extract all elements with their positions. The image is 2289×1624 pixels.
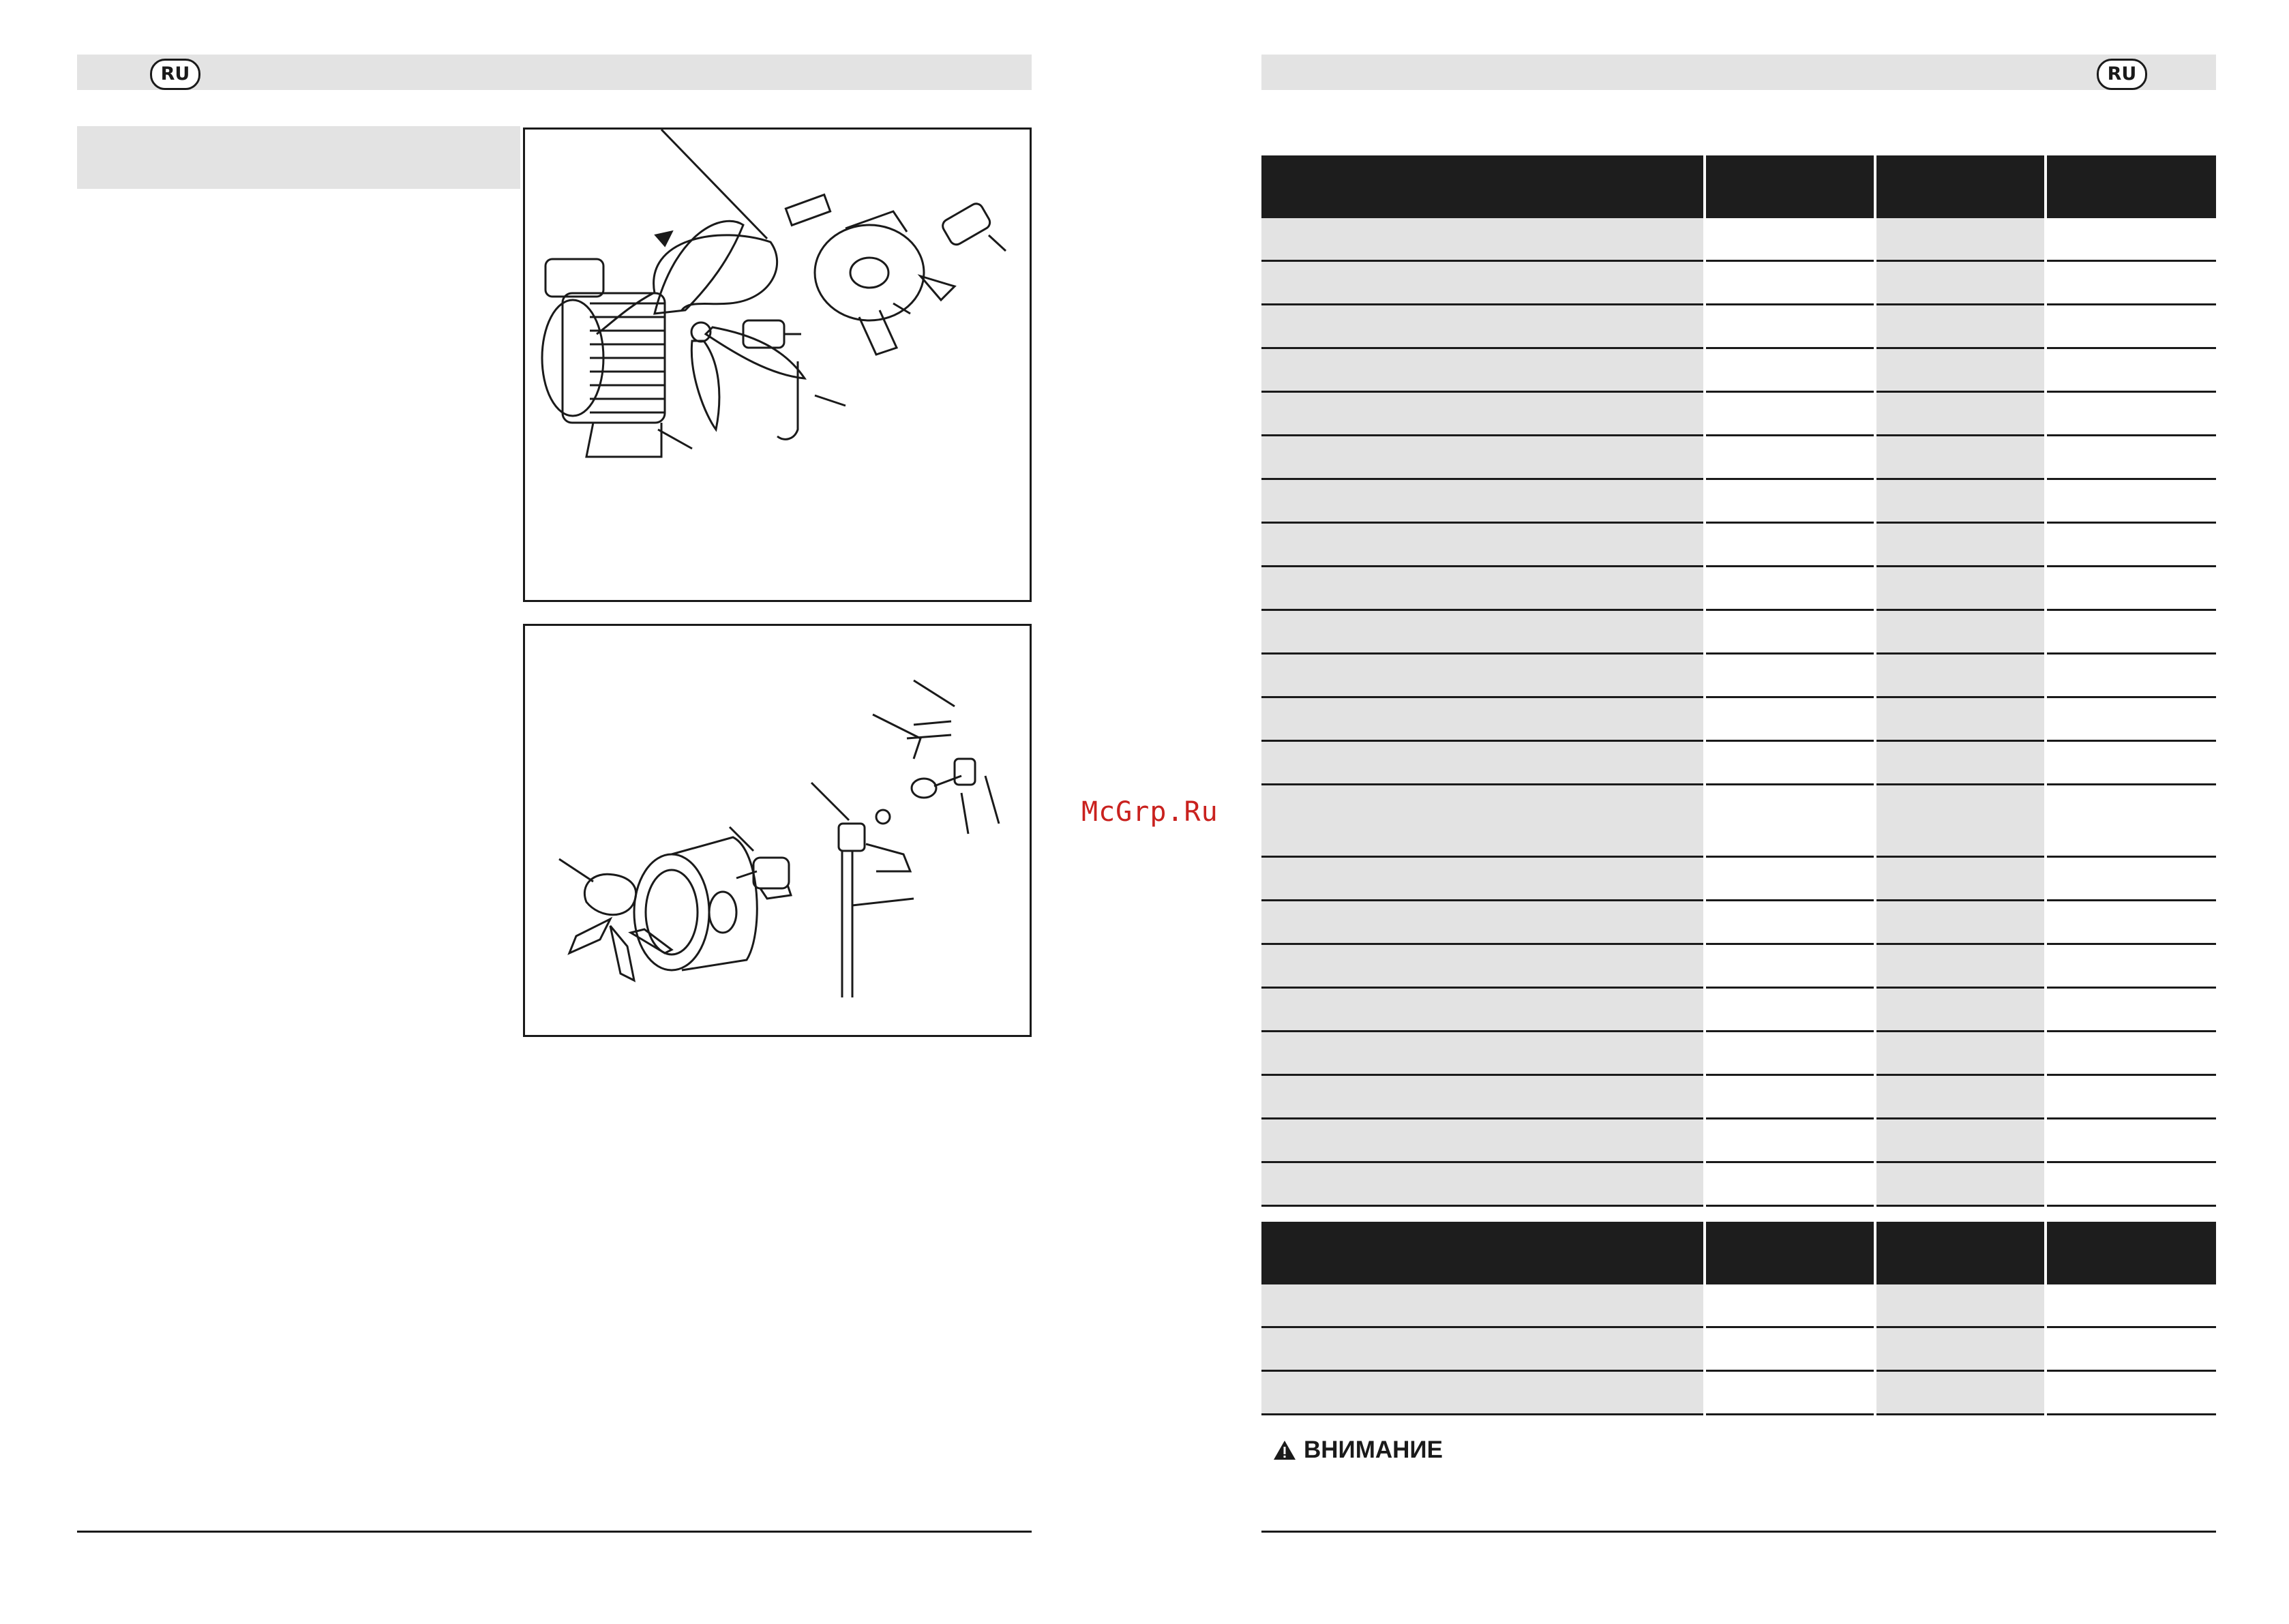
table-cell	[2046, 305, 2216, 348]
table-header-cell	[1875, 155, 2046, 218]
fan-wheel	[815, 225, 924, 320]
table-header-row	[1261, 1222, 2216, 1284]
warning-label: ВНИМАНИЕ	[1304, 1437, 1443, 1463]
nozzle-holder	[912, 779, 936, 798]
table-header-cell	[1261, 155, 1705, 218]
table-cell	[1875, 348, 2046, 392]
figure-motor-fan-exploded	[523, 127, 1032, 602]
table-cell	[1875, 1119, 2046, 1162]
table-cell	[1875, 785, 2046, 857]
table-cell	[1875, 1327, 2046, 1371]
table-cell	[1261, 392, 1705, 436]
table-cell	[1261, 479, 1705, 523]
table-cell	[2046, 1284, 2216, 1327]
table-cell	[2046, 741, 2216, 785]
table-row	[1261, 567, 2216, 610]
table-cell	[1261, 261, 1705, 305]
footer-rule-left	[77, 1531, 1032, 1533]
deflector-hood	[654, 235, 777, 310]
table-cell	[1261, 1371, 1705, 1415]
table-cell	[1875, 654, 2046, 697]
table-cell	[2046, 697, 2216, 741]
electrode-block	[786, 195, 830, 226]
table-row	[1261, 654, 2216, 697]
table-row	[1261, 1075, 2216, 1119]
table-cell	[1705, 857, 1875, 901]
table-cell	[1261, 436, 1705, 479]
table-row	[1261, 610, 2216, 654]
table-header-cell	[2046, 155, 2216, 218]
table-cell	[1261, 901, 1705, 944]
small-motor	[753, 858, 789, 888]
table-cell	[1875, 610, 2046, 654]
table-cell	[1705, 610, 1875, 654]
table-cell	[1705, 944, 1875, 988]
table-cell	[1875, 697, 2046, 741]
table-cell	[2046, 1075, 2216, 1119]
table-cell	[2046, 1032, 2216, 1075]
table-cell	[1705, 1032, 1875, 1075]
table-row	[1261, 523, 2216, 567]
table-cell	[1261, 348, 1705, 392]
table-cell	[1261, 741, 1705, 785]
table-cell	[2046, 1327, 2216, 1371]
table-row	[1261, 392, 2216, 436]
table-cell	[1875, 1371, 2046, 1415]
table-row	[1261, 1032, 2216, 1075]
table-cell	[1875, 1032, 2046, 1075]
table-row	[1261, 348, 2216, 392]
table-cell	[1261, 523, 1705, 567]
table-cell	[1261, 857, 1705, 901]
table-cell	[1705, 218, 1875, 261]
table-cell	[1705, 436, 1875, 479]
table-cell	[1875, 523, 2046, 567]
table-row	[1261, 944, 2216, 988]
table-cell	[2046, 348, 2216, 392]
table-cell	[1875, 988, 2046, 1032]
table-cell	[2046, 523, 2216, 567]
table-cell	[1875, 218, 2046, 261]
table-cell	[2046, 436, 2216, 479]
warning-notice	[1272, 1437, 1443, 1464]
table-cell	[1705, 785, 1875, 857]
table-cell	[2046, 392, 2216, 436]
language-badge-left: RU	[150, 59, 200, 90]
table-cell	[1261, 944, 1705, 988]
table-row	[1261, 785, 2216, 857]
table-cell	[1261, 305, 1705, 348]
table-cell	[1705, 1162, 1875, 1206]
table-cell	[1705, 1119, 1875, 1162]
language-badge-right: RU	[2097, 59, 2147, 90]
table-cell	[1705, 901, 1875, 944]
table-cell	[2046, 218, 2216, 261]
table-cell	[1261, 697, 1705, 741]
table-cell	[1705, 741, 1875, 785]
table-header-cell	[1705, 1222, 1875, 1284]
table-cell	[1875, 261, 2046, 305]
flow-arrow	[661, 130, 767, 239]
warning-triangle-icon	[1272, 1439, 1297, 1461]
table-cell	[1705, 697, 1875, 741]
table-header-cell	[1261, 1222, 1705, 1284]
table-cell	[1261, 988, 1705, 1032]
table-row	[1261, 901, 2216, 944]
table-cell	[1705, 261, 1875, 305]
table-row	[1261, 1119, 2216, 1162]
table-cell	[1261, 1327, 1705, 1371]
table-cell	[1261, 610, 1705, 654]
table-cell	[1875, 305, 2046, 348]
table-row	[1261, 218, 2216, 261]
table-row	[1261, 1284, 2216, 1327]
table-header-cell	[1875, 1222, 2046, 1284]
table-cell	[1875, 392, 2046, 436]
table-row	[1261, 305, 2216, 348]
table-row	[1261, 988, 2216, 1032]
right-page-header-band	[1261, 55, 2216, 90]
table-cell	[1261, 218, 1705, 261]
table-cell	[2046, 1119, 2216, 1162]
table-row	[1261, 261, 2216, 305]
table-cell	[1875, 901, 2046, 944]
table-row	[1261, 1162, 2216, 1206]
table-cell	[1875, 567, 2046, 610]
table-cell	[2046, 785, 2216, 857]
section-heading-band	[77, 126, 520, 189]
table-cell	[1875, 857, 2046, 901]
table-cell	[2046, 944, 2216, 988]
table-cell	[1261, 1284, 1705, 1327]
table-row	[1261, 1371, 2216, 1415]
table-cell	[2046, 479, 2216, 523]
table-cell	[2046, 901, 2216, 944]
left-page-header-band	[77, 55, 1032, 90]
table-cell	[2046, 988, 2216, 1032]
table-cell	[2046, 567, 2216, 610]
nozzle-block	[955, 759, 975, 785]
specification-table	[1261, 155, 2216, 1207]
table-cell	[2046, 1371, 2216, 1415]
ignition-leads	[842, 851, 852, 997]
table-cell	[2046, 654, 2216, 697]
table-cell	[1705, 654, 1875, 697]
table-cell	[1705, 1371, 1875, 1415]
table-row	[1261, 741, 2216, 785]
footer-rule-right	[1261, 1531, 2216, 1533]
nozzle-fitting	[940, 201, 992, 247]
table-cell	[1705, 1284, 1875, 1327]
fan-blade-lower	[691, 341, 719, 430]
table-cell	[1261, 654, 1705, 697]
table-cell	[2046, 610, 2216, 654]
table-cell	[1261, 1162, 1705, 1206]
capacitor	[545, 259, 603, 297]
table-header-row	[1261, 155, 2216, 218]
table-cell	[1705, 1327, 1875, 1371]
table-cell	[1261, 1032, 1705, 1075]
table-cell	[2046, 261, 2216, 305]
ignition-transformer	[839, 824, 865, 851]
table-cell	[1705, 567, 1875, 610]
table-cell	[1261, 567, 1705, 610]
table-cell	[2046, 857, 2216, 901]
table-row	[1261, 697, 2216, 741]
table-row	[1261, 479, 2216, 523]
table-row	[1261, 1327, 2216, 1371]
table-cell	[1705, 988, 1875, 1032]
figure-fan-burner-exploded	[523, 624, 1032, 1037]
fan-burner-exploded-illustration	[525, 626, 1030, 1035]
watermark-text: McGrp.Ru	[1081, 796, 1218, 828]
table-header-cell	[1705, 155, 1875, 218]
table-row	[1261, 857, 2216, 901]
table-cell	[1875, 1075, 2046, 1119]
table-cell	[1261, 1119, 1705, 1162]
table-cell	[1261, 785, 1705, 857]
motor-fan-exploded-illustration	[525, 130, 1030, 600]
table-cell	[1875, 436, 2046, 479]
table-cell	[1875, 1162, 2046, 1206]
table-row	[1261, 436, 2216, 479]
table-cell	[1875, 479, 2046, 523]
table-cell	[2046, 1162, 2216, 1206]
table-cell	[1705, 305, 1875, 348]
table-cell	[1875, 1284, 2046, 1327]
table-cell	[1705, 479, 1875, 523]
table-cell	[1875, 741, 2046, 785]
table-cell	[1261, 1075, 1705, 1119]
table-cell	[1705, 1075, 1875, 1119]
table-cell	[1705, 392, 1875, 436]
table-header-cell	[2046, 1222, 2216, 1284]
table-cell	[1875, 944, 2046, 988]
secondary-table	[1261, 1222, 2216, 1415]
table-cell	[1705, 523, 1875, 567]
table-cell	[1705, 348, 1875, 392]
